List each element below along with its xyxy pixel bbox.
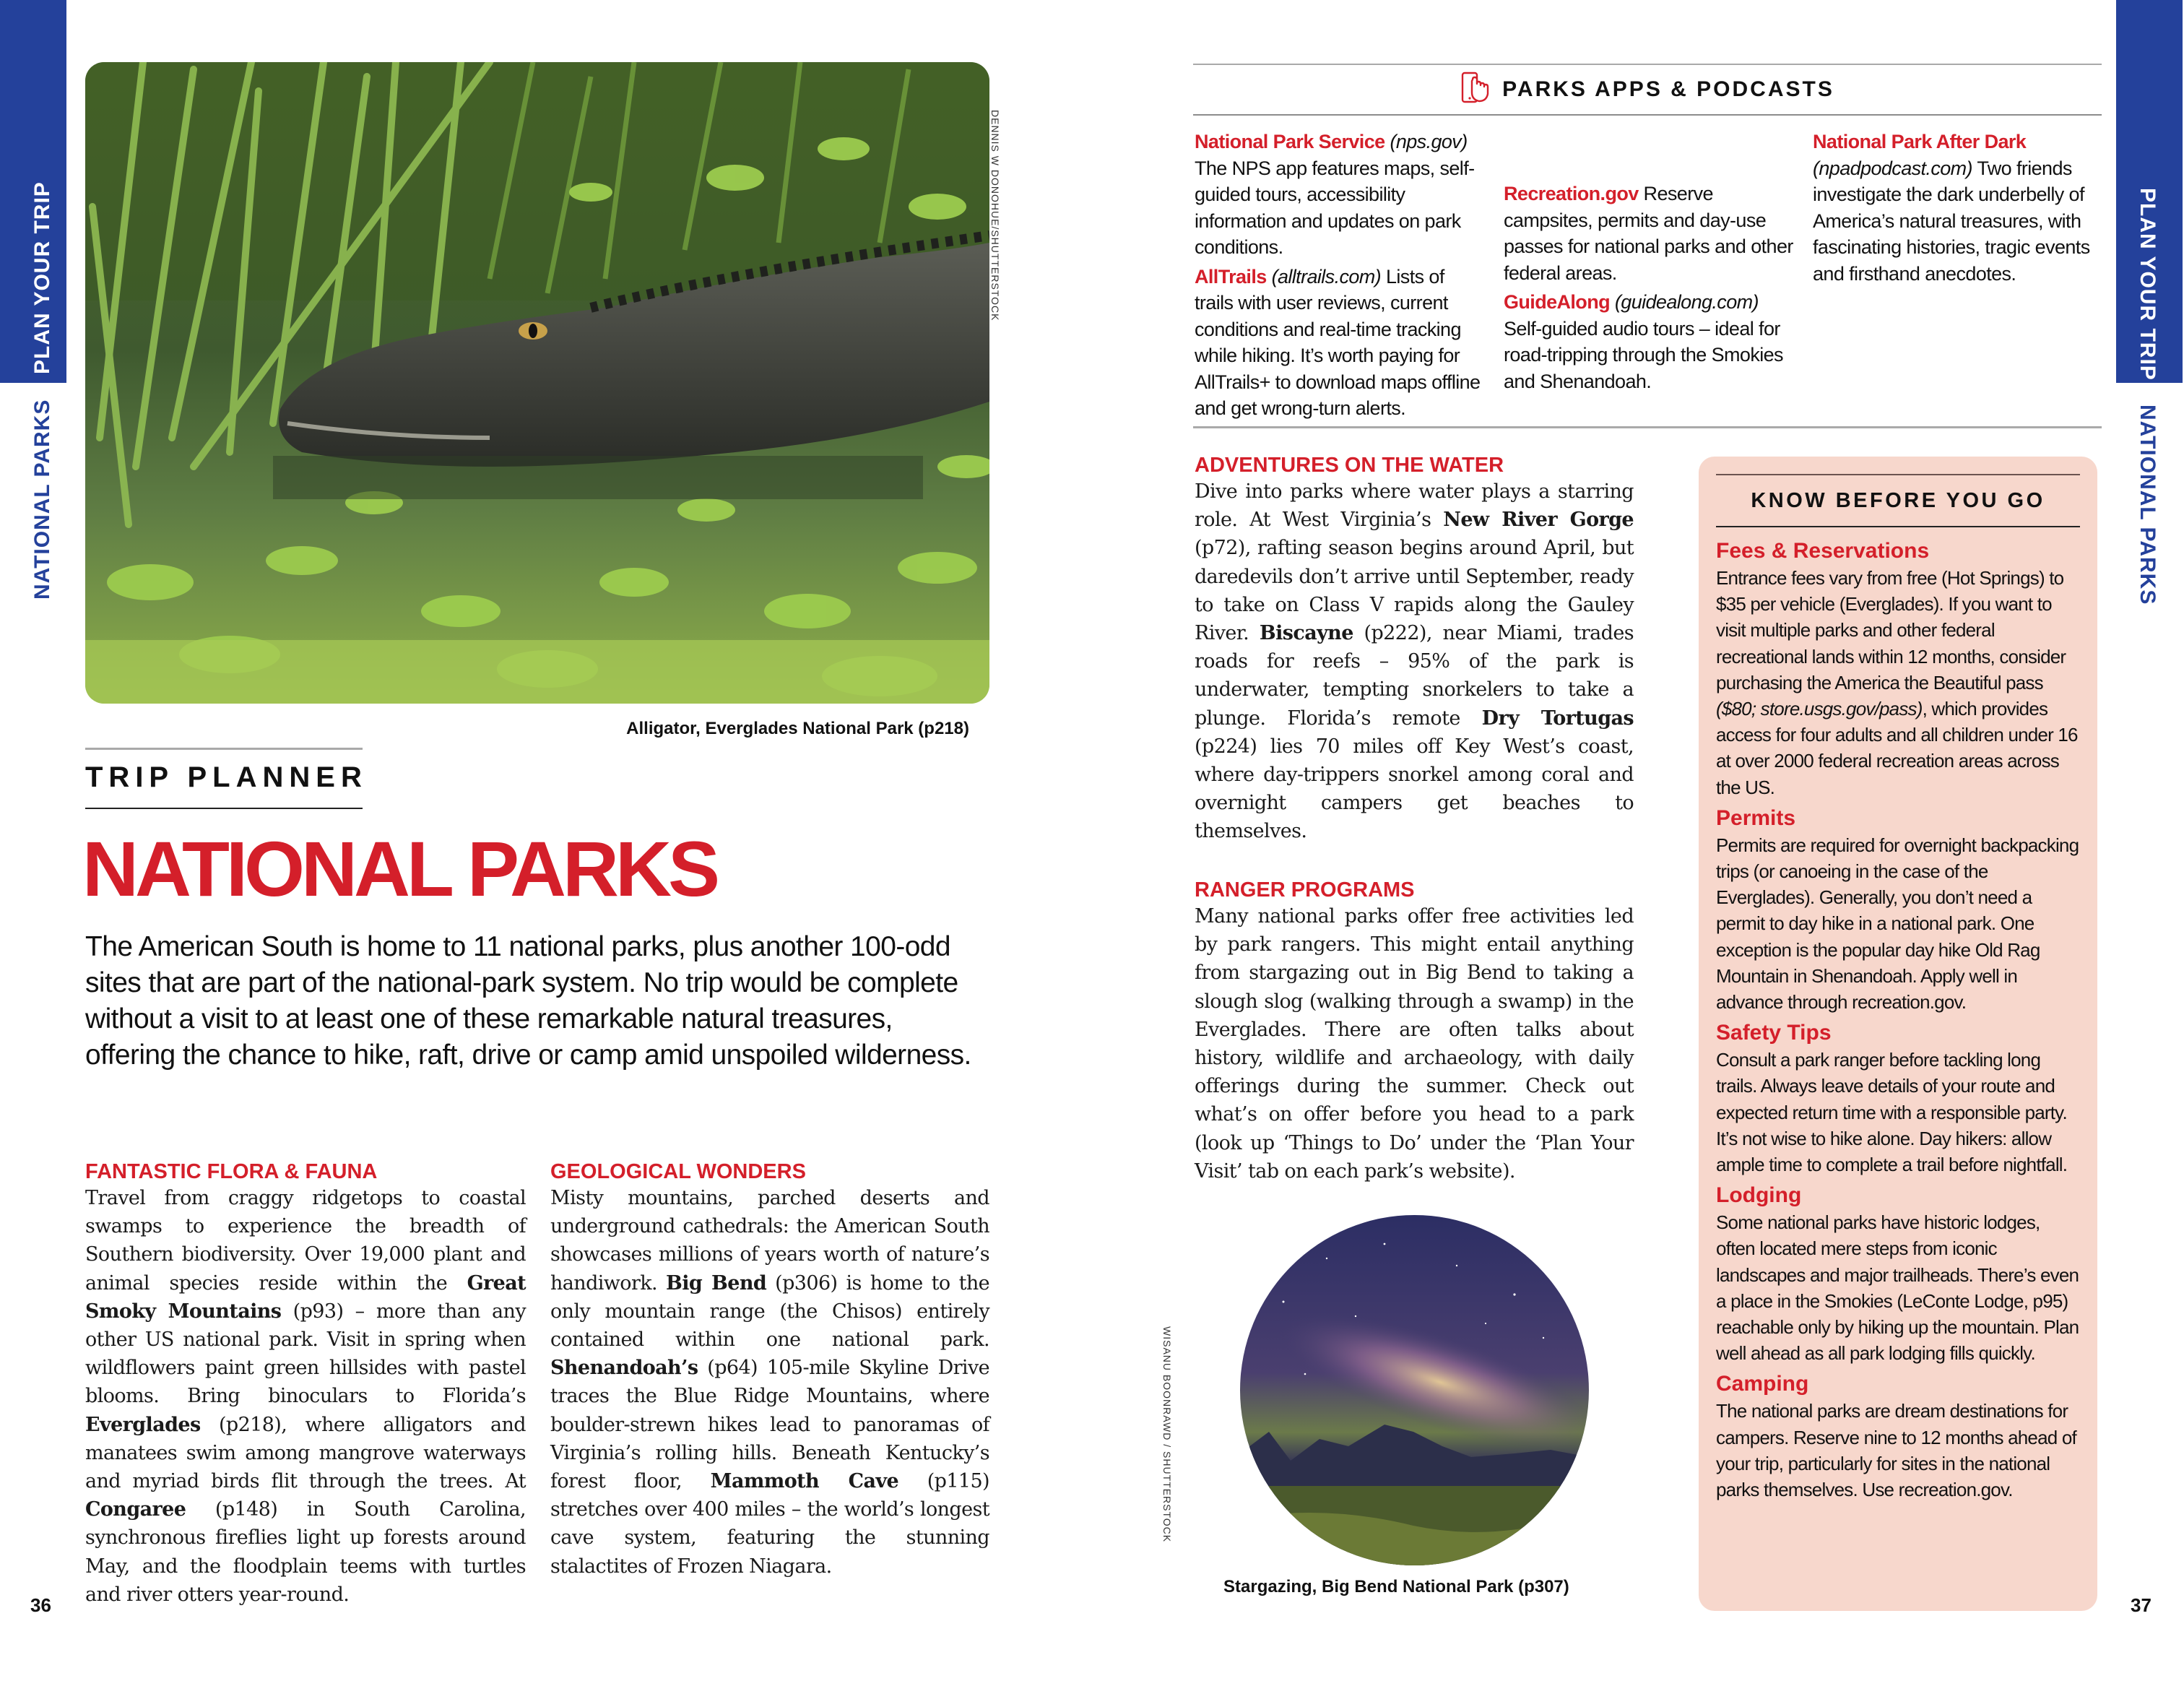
section-label-left: PLAN YOUR TRIP (30, 181, 54, 374)
tip-heading: Camping (1716, 1372, 1809, 1396)
text-run: , which provides access for four adults and all children under 16 at over 2000 federal recreation areas across the US. (1716, 698, 2078, 798)
apps-column (1813, 129, 2103, 425)
text-run: (p222), near Miami, trades roads for reefs – 95% of the park is underwater, tempting snorkelers to take a plunge. Florida’s remote (1195, 622, 1634, 730)
app-name: National Park Service (1195, 131, 1385, 152)
section-geological-wonders (550, 1160, 989, 1581)
tip-heading: Fees & Reservations (1716, 539, 1930, 563)
bold-term: Mammoth Cave (710, 1470, 899, 1493)
tip-fees (1716, 537, 2080, 800)
tip-permits (1716, 805, 2080, 1015)
app-entry (1504, 289, 1794, 394)
text-run: (p115) stretches over 400 miles – the world’s longest cave system, featuring the stunning stalactites of Frozen Niagara. (550, 1470, 989, 1578)
tip-heading: Lodging (1716, 1183, 1802, 1208)
text-run: Many national parks offer free activities led by park rangers. This might entail anything from stargazing out in Big Bend to taking a slough slog (walking through a swamp) in the Everglades. There are often talks about history, wildlife and archaeology, with daily offerings during the summer. Check out what’s on offer before you head to a park (look up ‘Things to Do’ under the ‘Plan Your Visit’ tab on each park’s website). (1195, 905, 1634, 1183)
tip-heading: Permits (1716, 805, 1796, 830)
text-run: (p93) – more than any other US national park. Visit in spring when wildflowers paint green hillsides with pastel blooms. Bring binoculars to Florida’s (85, 1300, 526, 1408)
stargazing-photo-art (1240, 1215, 1589, 1565)
intro-paragraph: The American South is home to 11 national parks, plus another 100-odd sites that are part of the national-park system. No trip would be complete without a visit to at least one of these remarkable natural treasures, offering the chance to hike, raft, drive or camp amid unspoiled wilderness. (85, 931, 971, 1071)
tip-body (1716, 1209, 2080, 1366)
section-label-right: PLAN YOUR TRIP (2136, 188, 2159, 381)
phone-tap-icon (1460, 71, 1492, 109)
app-description: Self-guided audio tours – ideal for road-tripping through the Smokies and Shenandoah. (1504, 317, 1783, 392)
apps-header (1193, 64, 2102, 116)
app-description: Two friends investigate the dark underbelly of America’s natural treasures, with fascinating histories, tragic events and firsthand anecdotes. (1813, 157, 2090, 285)
text-run: Entrance fees vary from free (Hot Springs) to $35 per vehicle (Everglades). If you want to visit multiple parks and other federal recreational lands within 12 months, consider purchasing the America the Beautiful pass (1716, 567, 2066, 693)
app-entry (1813, 129, 2103, 287)
bold-term: Everglades (85, 1413, 201, 1436)
apps-title: PARKS APPS & PODCASTS (1502, 77, 1834, 101)
section-ranger-programs (1195, 878, 1634, 1185)
bold-term: Congaree (85, 1498, 186, 1521)
apps-column (1504, 129, 1794, 425)
page-number-left: 36 (30, 1594, 51, 1616)
tip-lodging (1716, 1182, 2080, 1366)
apps-column (1195, 129, 1485, 425)
bold-term: New River Gorge (1443, 509, 1634, 532)
section-flora-fauna (85, 1160, 526, 1609)
app-name: GuideAlong (1504, 291, 1610, 313)
app-description: Reserve campsites, permits and day-use passes for national parks and other federal areas. (1504, 183, 1793, 284)
app-url: (nps.gov) (1390, 131, 1468, 152)
app-entry (1195, 264, 1485, 422)
bold-term: Biscayne (1259, 622, 1353, 645)
text-run: (p64) 105-mile Skyline Drive traces the Blue Ridge Mountains, where boulder-strewn hikes lead to panoramas of Virginia’s rolling hills. Beneath Kentucky’s forest floor, (550, 1357, 989, 1493)
text-run: Dive into parks where water plays a starring role. At West Virginia’s (1195, 480, 1634, 532)
section-adventures-water (1195, 454, 1634, 846)
bold-term: Big Bend (666, 1271, 767, 1295)
text-run: The national parks are dream destinations for campers. Reserve nine to 12 months ahead of your trip, particularly for sites in the national parks themselves. Use recreation.gov. (1716, 1400, 2076, 1501)
text-run: Misty mountains, parched deserts and underground cathedrals: the American South showcases millions of years worth of nature’s handiwork. (550, 1187, 989, 1295)
section-body (85, 1184, 526, 1609)
kicker: TRIP PLANNER (85, 761, 368, 793)
bold-term: Great Smoky Mountains (85, 1271, 526, 1323)
tip-camping (1716, 1370, 2080, 1503)
app-description: Lists of trails with user reviews, current conditions and real-time tracking while hiking. It’s worth paying for AllTrails+ to download maps offline and get wrong-turn alerts. (1195, 265, 1481, 419)
know-before-you-go-box (1699, 457, 2097, 1611)
section-body (550, 1184, 989, 1581)
text-run: (p306) is home to the only mountain range (the Chisos) entirely contained within one national park. (550, 1271, 989, 1352)
app-url: (alltrails.com) (1271, 265, 1382, 288)
text-run: (p224) lies 70 miles off Key West’s coast, where day-trippers snorkel among coral and overnight campers get beaches to themselves. (1195, 735, 1634, 843)
photo-credit-alligator: DENNIS W DONOHUE/SHUTTERSTOCK (989, 110, 1001, 321)
section-body (1195, 902, 1634, 1185)
tip-body (1716, 1047, 2080, 1177)
text-run: Some national parks have historic lodges, often located mere steps from iconic landscapes and major trailheads. There’s even a place in the Smokies (LeConte Lodge, p95) reachable only by hiking up the mountain. Plan well ahead as all park lodging fills quickly. (1716, 1211, 2079, 1365)
text-run: (p218), where alligators and manatees swim among mangrove waterways and myriad birds flit through the trees. At (85, 1413, 526, 1493)
page-number-right: 37 (2131, 1594, 2152, 1616)
chapter-label-left: NATIONAL PARKS (30, 399, 54, 600)
bold-term: Shenandoah’s (550, 1357, 698, 1380)
tip-body (1716, 1398, 2080, 1503)
stargazing-photo (1240, 1215, 1589, 1565)
tip-body (1716, 832, 2080, 1015)
tip-body (1716, 565, 2080, 800)
tip-heading: Safety Tips (1716, 1021, 1832, 1045)
italic-term: ($80; store.usgs.gov/pass) (1716, 698, 1923, 720)
alligator-photo-art (85, 62, 989, 704)
know-before-title: KNOW BEFORE YOU GO (1716, 474, 2080, 527)
app-entry (1195, 129, 1485, 261)
app-entry (1504, 181, 1794, 286)
text-run: (p148) in South Carolina, synchronous fireflies light up forests around May, and the floodplain teems with turtles and river otters year-round. (85, 1498, 526, 1606)
text-run: Permits are required for overnight backpacking trips (or canoeing in the case of the Everglades). Generally, you don’t need a permit to day hike in a national park. One exception is the popular day hike Old Rag Mountain in Shenandoah. Apply well in advance through recreation.gov. (1716, 834, 2079, 1014)
app-description: The NPS app features maps, self-guided tours, accessibility information and updates on park conditions. (1195, 157, 1475, 258)
divider (85, 748, 363, 750)
section-heading: ADVENTURES ON THE WATER (1195, 454, 1504, 477)
section-heading: RANGER PROGRAMS (1195, 878, 1415, 902)
text-run: Travel from craggy ridgetops to coastal swamps to experience the breadth of Southern biodiversity. Over 19,000 plant and animal species reside within the (85, 1187, 526, 1295)
bold-term: Dry Tortugas (1481, 706, 1634, 730)
section-heading: GEOLOGICAL WONDERS (550, 1160, 806, 1183)
text-run: (p72), rafting season begins around April, but daredevils don’t arrive until September, ready to take on Class V rapids along the Gauley River. (1195, 537, 1634, 645)
chapter-label-right: NATIONAL PARKS (2136, 405, 2159, 605)
tip-safety (1716, 1019, 2080, 1177)
app-name: National Park After Dark (1813, 131, 2027, 152)
divider (85, 808, 363, 809)
photo-credit-stargazing: WISANU BOONRAWD / SHUTTERSTOCK (1161, 1326, 1173, 1543)
app-url: (guidealong.com) (1614, 291, 1759, 313)
alligator-photo (85, 62, 989, 704)
page-title: NATIONAL PARKS (82, 825, 717, 912)
section-body (1195, 477, 1634, 846)
app-name: Recreation.gov (1504, 183, 1639, 204)
photo-caption-alligator: Alligator, Everglades National Park (p218) (626, 719, 969, 738)
app-url: (npadpodcast.com) (1813, 157, 1972, 179)
section-heading: FANTASTIC FLORA & FAUNA (85, 1160, 378, 1183)
apps-list (1195, 129, 2103, 425)
app-name: AllTrails (1195, 265, 1267, 288)
divider (1193, 426, 2102, 428)
photo-caption-stargazing: Stargazing, Big Bend National Park (p307) (1223, 1577, 1569, 1596)
text-run: Consult a park ranger before tackling long trails. Always leave details of your route and expected return time with a responsible party. It’s not wise to hike alone. Day hikers: allow ample time to complete a trail before nightfall. (1716, 1049, 2068, 1176)
